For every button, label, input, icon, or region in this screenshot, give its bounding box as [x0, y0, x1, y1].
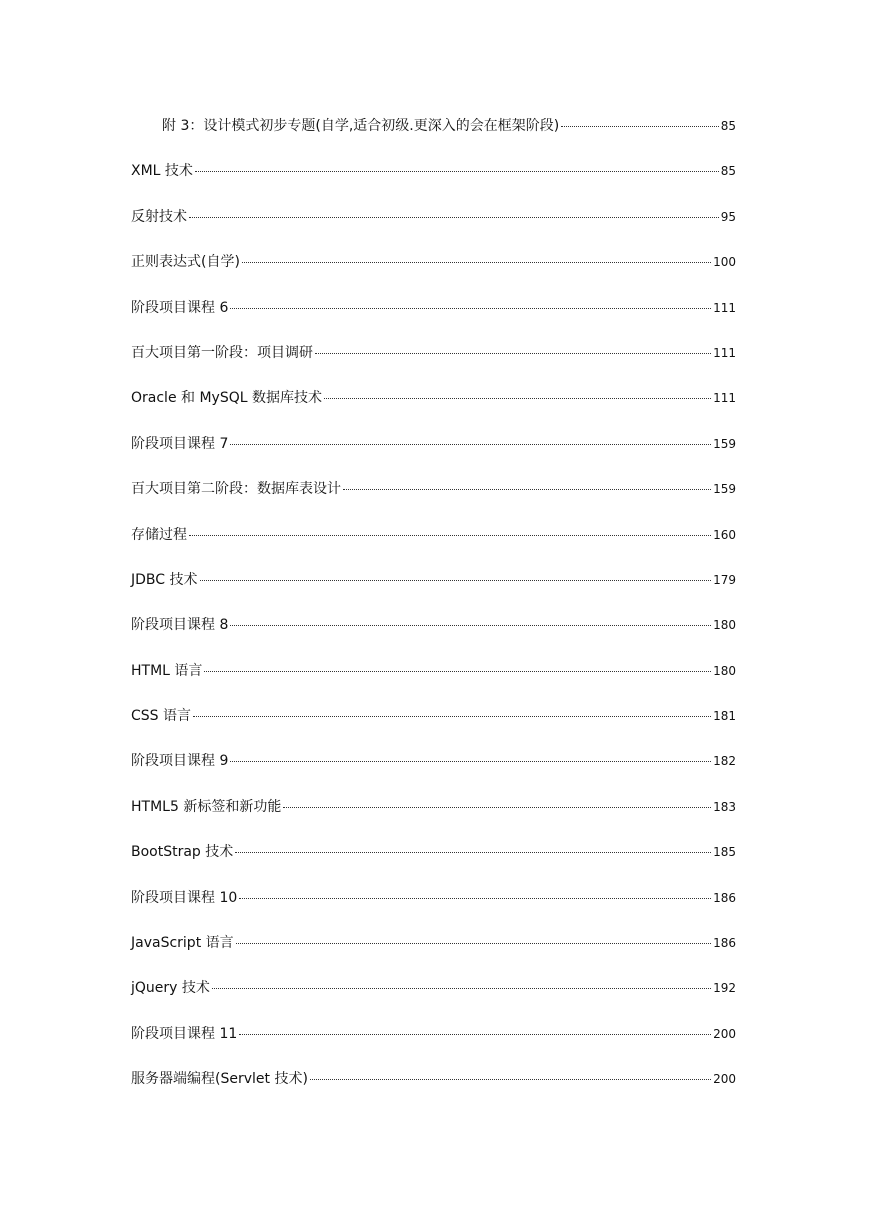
toc-entry[interactable]	[131, 252, 736, 297]
toc-entry-title: 附 3：设计模式初步专题(自学,适合初级.更深入的会在框架阶段)	[162, 118, 560, 134]
toc-entry[interactable]	[131, 751, 736, 796]
toc-dot-leader	[239, 1033, 711, 1035]
toc-entry[interactable]	[131, 207, 736, 252]
toc-entry-title: 服务器端编程(Servlet 技术)	[131, 1071, 308, 1088]
toc-entry-page: 181	[713, 709, 736, 724]
toc-entry[interactable]	[131, 661, 736, 706]
toc-entry-title: HTML5 新标签和新功能	[131, 798, 282, 815]
toc-entry-title: JavaScript 语言	[131, 935, 234, 952]
toc-entry-page: 180	[713, 618, 736, 633]
toc-entry-title: 阶段项目课程 8	[131, 617, 229, 634]
toc-dot-leader	[204, 670, 711, 672]
toc-entry-page: 185	[713, 845, 736, 860]
toc-entry-page: 111	[713, 391, 736, 406]
table-of-contents	[131, 116, 736, 1115]
toc-entry[interactable]	[131, 525, 736, 570]
toc-entry-title: 百大项目第一阶段：项目调研	[131, 344, 313, 361]
toc-entry-title: 正则表达式(自学)	[131, 254, 240, 271]
toc-entry[interactable]	[131, 933, 736, 978]
toc-dot-leader	[230, 760, 711, 762]
toc-entry-title: 阶段项目课程 9	[131, 753, 229, 770]
toc-entry-page: 160	[713, 527, 736, 542]
toc-dot-leader	[239, 897, 711, 899]
toc-entry[interactable]	[131, 706, 736, 751]
toc-entry-page: 182	[713, 754, 736, 769]
toc-dot-leader	[230, 307, 711, 309]
toc-entry-page: 200	[713, 1072, 736, 1087]
toc-entry-page: 159	[713, 482, 736, 497]
toc-dot-leader	[561, 125, 719, 127]
toc-entry-title: 阶段项目课程 6	[131, 299, 229, 316]
toc-entry-page: 111	[713, 345, 736, 360]
toc-entry-page: 100	[713, 255, 736, 270]
toc-entry-title: 阶段项目课程 7	[131, 435, 229, 452]
toc-dot-leader	[283, 806, 711, 808]
toc-entry-title: BootStrap 技术	[131, 844, 234, 861]
toc-entry-page: 180	[713, 663, 736, 678]
toc-dot-leader	[242, 261, 711, 263]
toc-entry[interactable]	[131, 797, 736, 842]
toc-dot-leader	[230, 624, 711, 626]
toc-entry[interactable]	[131, 161, 736, 206]
toc-dot-leader	[195, 170, 719, 172]
toc-entry[interactable]	[131, 343, 736, 388]
toc-entry[interactable]	[131, 1024, 736, 1069]
toc-entry-title: Oracle 和 MySQL 数据库技术	[131, 390, 322, 407]
toc-entry-page: 200	[713, 1026, 736, 1041]
toc-entry-page: 183	[713, 799, 736, 814]
toc-entry[interactable]	[131, 388, 736, 433]
toc-entry-page: 186	[713, 890, 736, 905]
toc-entry-page: 186	[713, 936, 736, 951]
toc-entry-title: HTML 语言	[131, 662, 203, 679]
toc-entry-page: 159	[713, 436, 736, 451]
toc-entry[interactable]	[131, 842, 736, 887]
toc-entry-title: JDBC 技术	[131, 571, 198, 588]
toc-entry[interactable]	[131, 434, 736, 479]
toc-entry-page: 95	[720, 209, 736, 224]
toc-entry[interactable]	[131, 888, 736, 933]
toc-entry-page: 85	[720, 164, 736, 179]
toc-entry[interactable]	[131, 615, 736, 660]
toc-entry-title: 存储过程	[131, 526, 187, 543]
toc-dot-leader	[343, 488, 711, 490]
toc-entry[interactable]	[131, 298, 736, 343]
toc-entry-page: 179	[713, 572, 736, 587]
toc-entry[interactable]	[131, 570, 736, 615]
toc-entry[interactable]	[131, 116, 736, 161]
toc-entry-title: 反射技术	[131, 208, 187, 225]
toc-dot-leader	[315, 352, 711, 354]
toc-dot-leader	[310, 1078, 711, 1080]
toc-dot-leader	[193, 715, 711, 717]
toc-dot-leader	[189, 534, 711, 536]
toc-entry-title: 百大项目第二阶段：数据库表设计	[131, 481, 341, 498]
toc-dot-leader	[235, 851, 711, 853]
toc-entry-page: 111	[713, 300, 736, 315]
toc-dot-leader	[230, 443, 711, 445]
toc-entry-title: 阶段项目课程 11	[131, 1025, 238, 1042]
toc-dot-leader	[189, 216, 719, 218]
toc-dot-leader	[212, 987, 711, 989]
toc-entry-page: 85	[720, 119, 736, 133]
toc-entry-title: 阶段项目课程 10	[131, 889, 238, 906]
toc-entry-page: 192	[713, 981, 736, 996]
toc-entry-title: jQuery 技术	[131, 980, 210, 997]
toc-dot-leader	[200, 579, 712, 581]
toc-dot-leader	[236, 942, 711, 944]
toc-entry-title: CSS 语言	[131, 708, 191, 725]
toc-entry[interactable]	[131, 479, 736, 524]
toc-dot-leader	[324, 397, 711, 399]
toc-entry[interactable]	[131, 978, 736, 1023]
toc-entry[interactable]	[131, 1069, 736, 1114]
toc-entry-title: XML 技术	[131, 163, 193, 180]
